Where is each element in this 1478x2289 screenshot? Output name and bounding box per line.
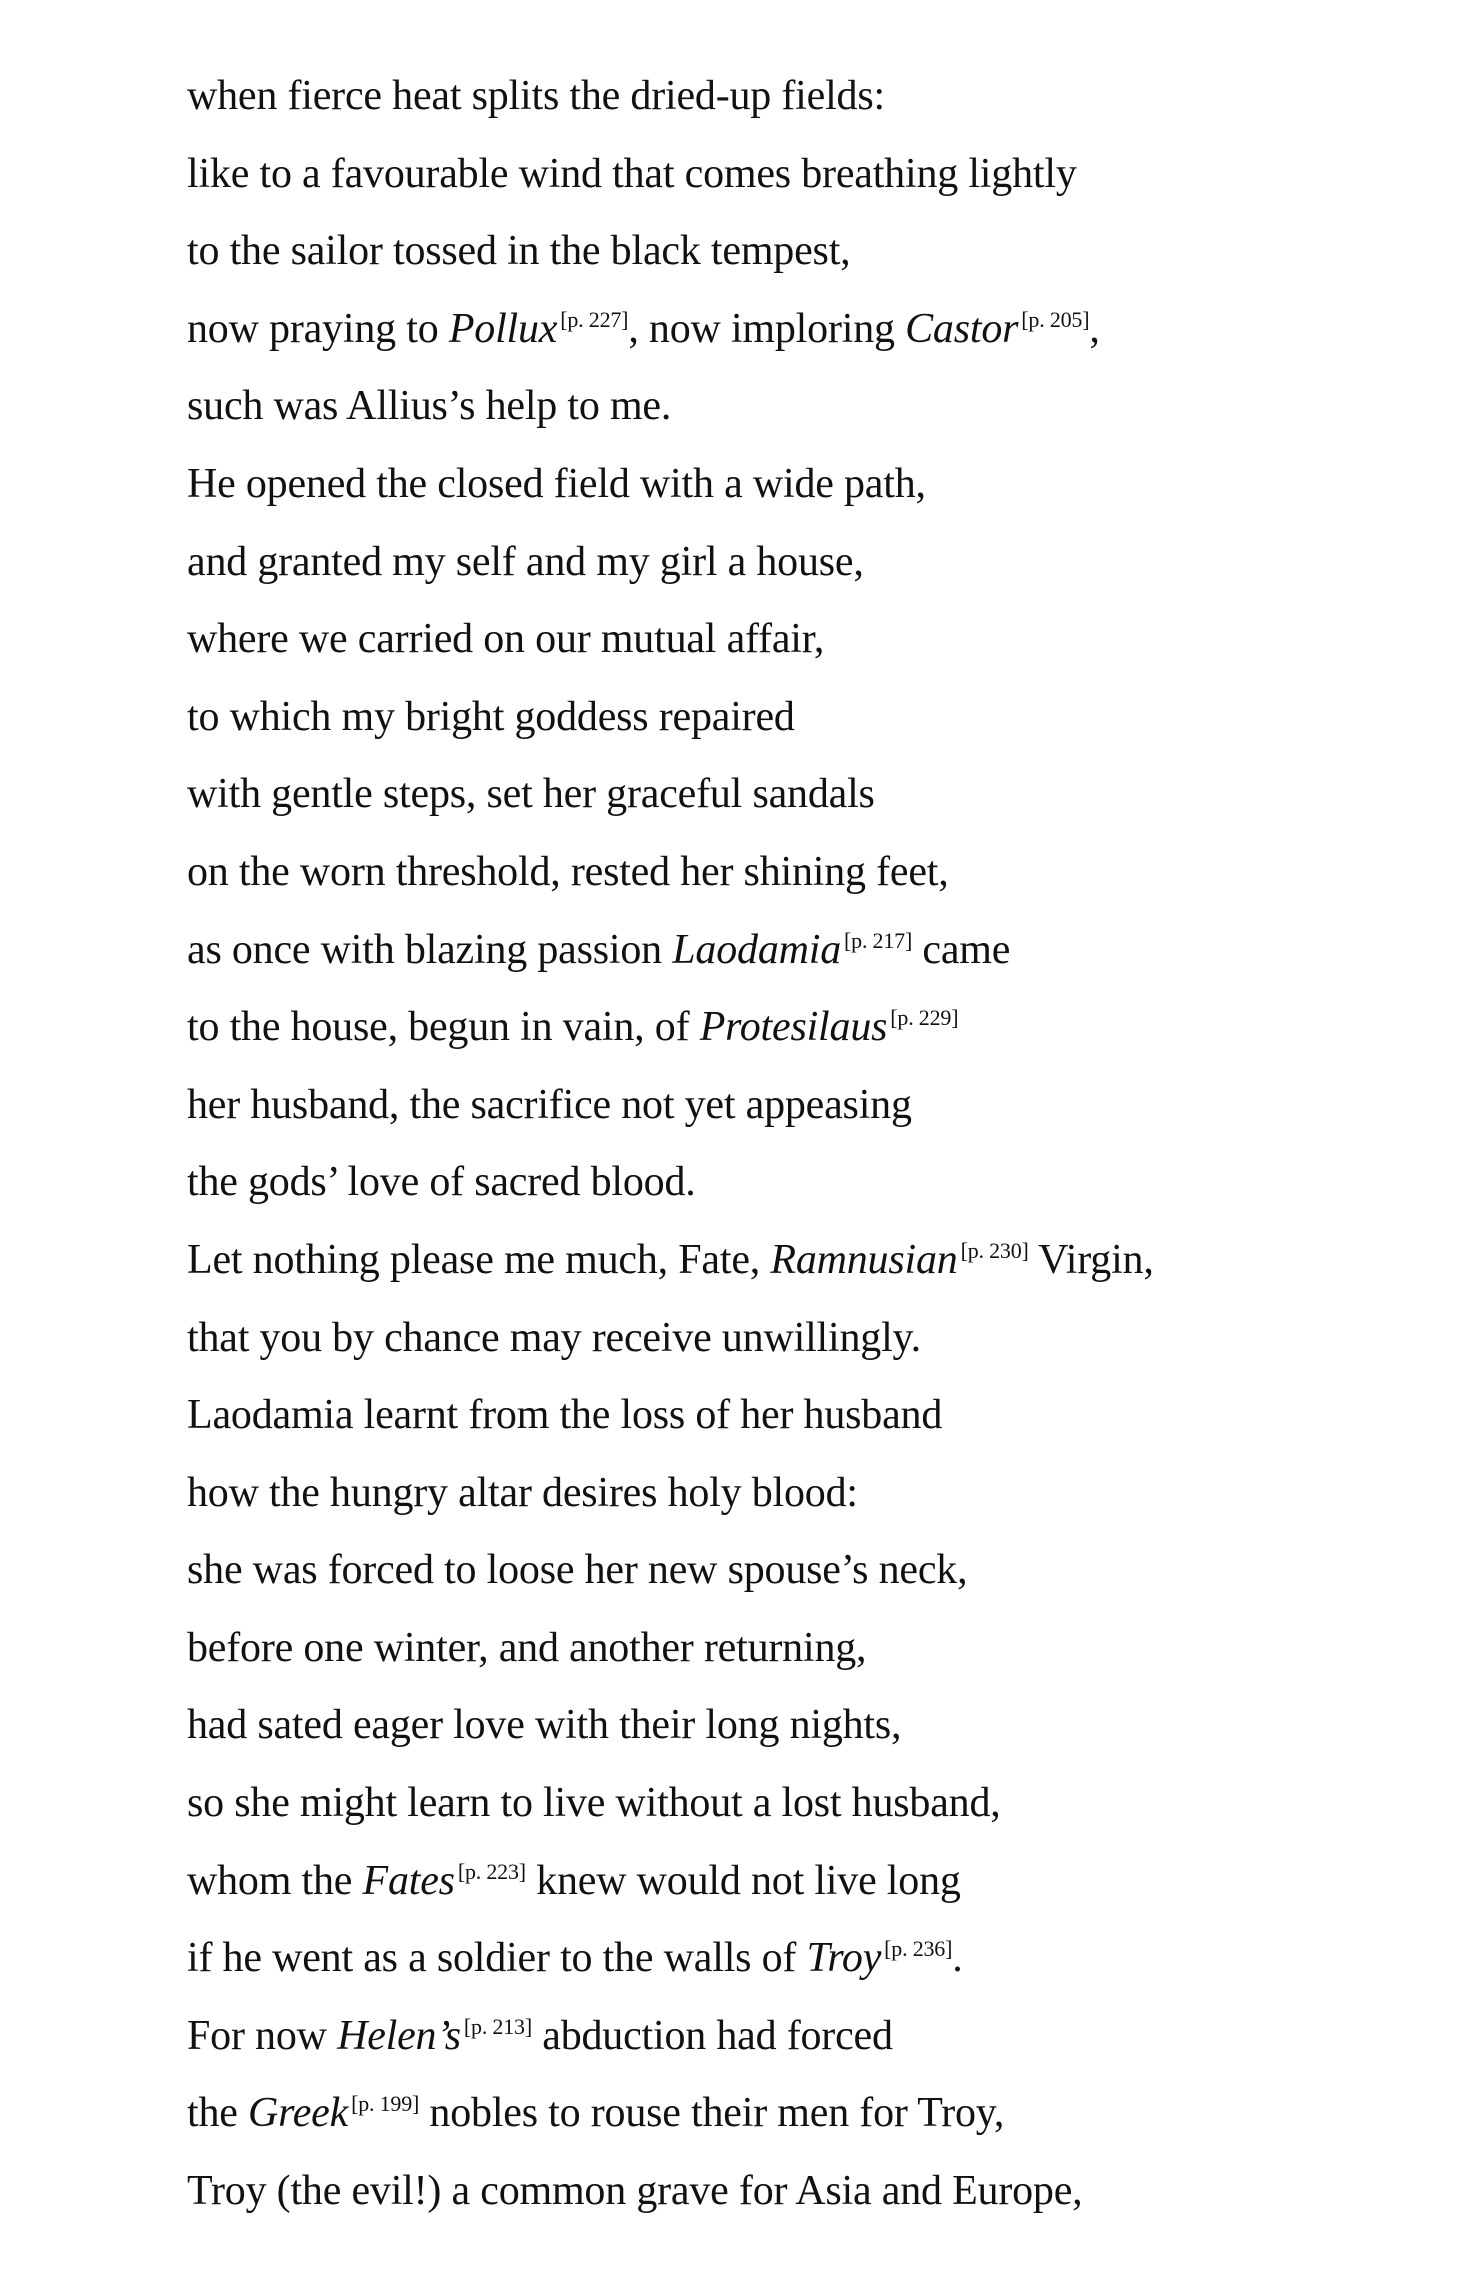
text-run: now praying to <box>187 305 449 352</box>
italic-name: Troy <box>806 1935 882 1982</box>
poem-line <box>187 1144 1387 1222</box>
poem-line <box>187 1377 1387 1455</box>
text-run: whom the <box>187 1857 363 1904</box>
text-run: , <box>1089 305 1100 352</box>
poem-line <box>187 2075 1387 2153</box>
text-run: He opened the closed field with a wide path, <box>187 460 926 507</box>
page-reference: [p. 227] <box>560 306 629 332</box>
text-run: knew would not live long <box>525 1857 961 1904</box>
text-run: her husband, the sacrifice not yet appeasing <box>187 1081 912 1128</box>
poem-line <box>187 1843 1387 1921</box>
text-run: had sated eager love with their long nights, <box>187 1702 902 1749</box>
poem-line <box>187 1998 1387 2076</box>
italic-name: Laodamia <box>672 926 842 973</box>
text-run: such was Allius’s help to me. <box>187 383 672 430</box>
italic-name: Greek <box>248 2090 349 2137</box>
text-run: where we carried on our mutual affair, <box>187 616 825 663</box>
page-reference: [p. 229] <box>890 1005 959 1031</box>
text-run: so she might learn to live without a lost husband, <box>187 1780 1001 1827</box>
poem-line <box>187 1687 1387 1765</box>
text-run: that you by chance may receive unwillingly. <box>187 1314 921 1361</box>
text-run: on the worn threshold, rested her shining feet, <box>187 848 949 895</box>
poem-line <box>187 446 1387 524</box>
text-run: nobles to rouse their men for Troy, <box>419 2090 1005 2137</box>
italic-name: Pollux <box>448 305 558 352</box>
text-run: how the hungry altar desires holy blood: <box>187 1469 858 1516</box>
page-reference: [p. 236] <box>884 1936 953 1962</box>
poem-line <box>187 213 1387 291</box>
text-run: before one winter, and another returning, <box>187 1624 867 1671</box>
poem-line <box>187 1920 1387 1998</box>
poem-line <box>187 524 1387 602</box>
text-run: as once with blazing passion <box>187 926 673 973</box>
text-run: and granted my self and my girl a house, <box>187 538 864 585</box>
text-run: to the house, begun in vain, of <box>187 1004 700 1051</box>
text-run: when fierce heat splits the dried-up fields: <box>187 73 885 119</box>
poem-line <box>187 58 1387 136</box>
page-reference: [p. 217] <box>844 927 913 953</box>
text-run: came <box>912 926 1011 973</box>
text-run: the <box>187 2090 249 2137</box>
poem-line <box>187 679 1387 757</box>
text-run: For now <box>187 2012 338 2059</box>
poem-line <box>187 368 1387 446</box>
text-run: to the sailor tossed in the black tempest, <box>187 228 851 275</box>
poem-line <box>187 989 1387 1067</box>
poem-line <box>187 1067 1387 1145</box>
text-run: with gentle steps, set her graceful sandals <box>187 771 875 818</box>
italic-name: Protesilaus <box>699 1004 888 1051</box>
poem-line <box>187 1765 1387 1843</box>
page-reference: [p. 230] <box>960 1237 1029 1263</box>
poem-line <box>187 1610 1387 1688</box>
poem-line <box>187 601 1387 679</box>
text-run: Troy (the evil!) a common grave for Asia and Europe, <box>187 2168 1083 2215</box>
text-run: if he went as a soldier to the walls of <box>187 1935 807 1982</box>
italic-name: Castor <box>905 305 1019 352</box>
poem-line <box>187 136 1387 214</box>
text-run: abduction had forced <box>531 2012 893 2059</box>
text-run: she was forced to loose her new spouse’s neck, <box>187 1547 968 1594</box>
poem-line <box>187 834 1387 912</box>
italic-name: Ramnusian <box>770 1236 958 1283</box>
text-run: . <box>952 1935 963 1982</box>
text-run: Virgin, <box>1028 1236 1154 1283</box>
page-reference: [p. 213] <box>463 2013 532 2039</box>
page-reference: [p. 223] <box>457 1858 526 1884</box>
text-run: like to a favourable wind that comes breathing lightly <box>187 150 1077 197</box>
poem-line <box>187 912 1387 990</box>
poem-line <box>187 291 1387 369</box>
text-run: , now imploring <box>628 305 906 352</box>
poem-line <box>187 2153 1387 2231</box>
poem-line <box>187 756 1387 834</box>
poem-line <box>187 1222 1387 1300</box>
poem-line <box>187 1532 1387 1610</box>
poem-text <box>187 58 1387 2231</box>
text-run: the gods’ love of sacred blood. <box>187 1159 696 1206</box>
poem-line <box>187 1300 1387 1378</box>
page-reference: [p. 199] <box>351 2091 420 2117</box>
italic-name: Helen’s <box>337 2012 461 2059</box>
text-run: to which my bright goddess repaired <box>187 693 795 740</box>
poem-line <box>187 1455 1387 1533</box>
text-run: Laodamia learnt from the loss of her husband <box>187 1392 943 1439</box>
italic-name: Fates <box>362 1857 455 1904</box>
text-run: Let nothing please me much, Fate, <box>187 1236 771 1283</box>
page-reference: [p. 205] <box>1021 306 1090 332</box>
